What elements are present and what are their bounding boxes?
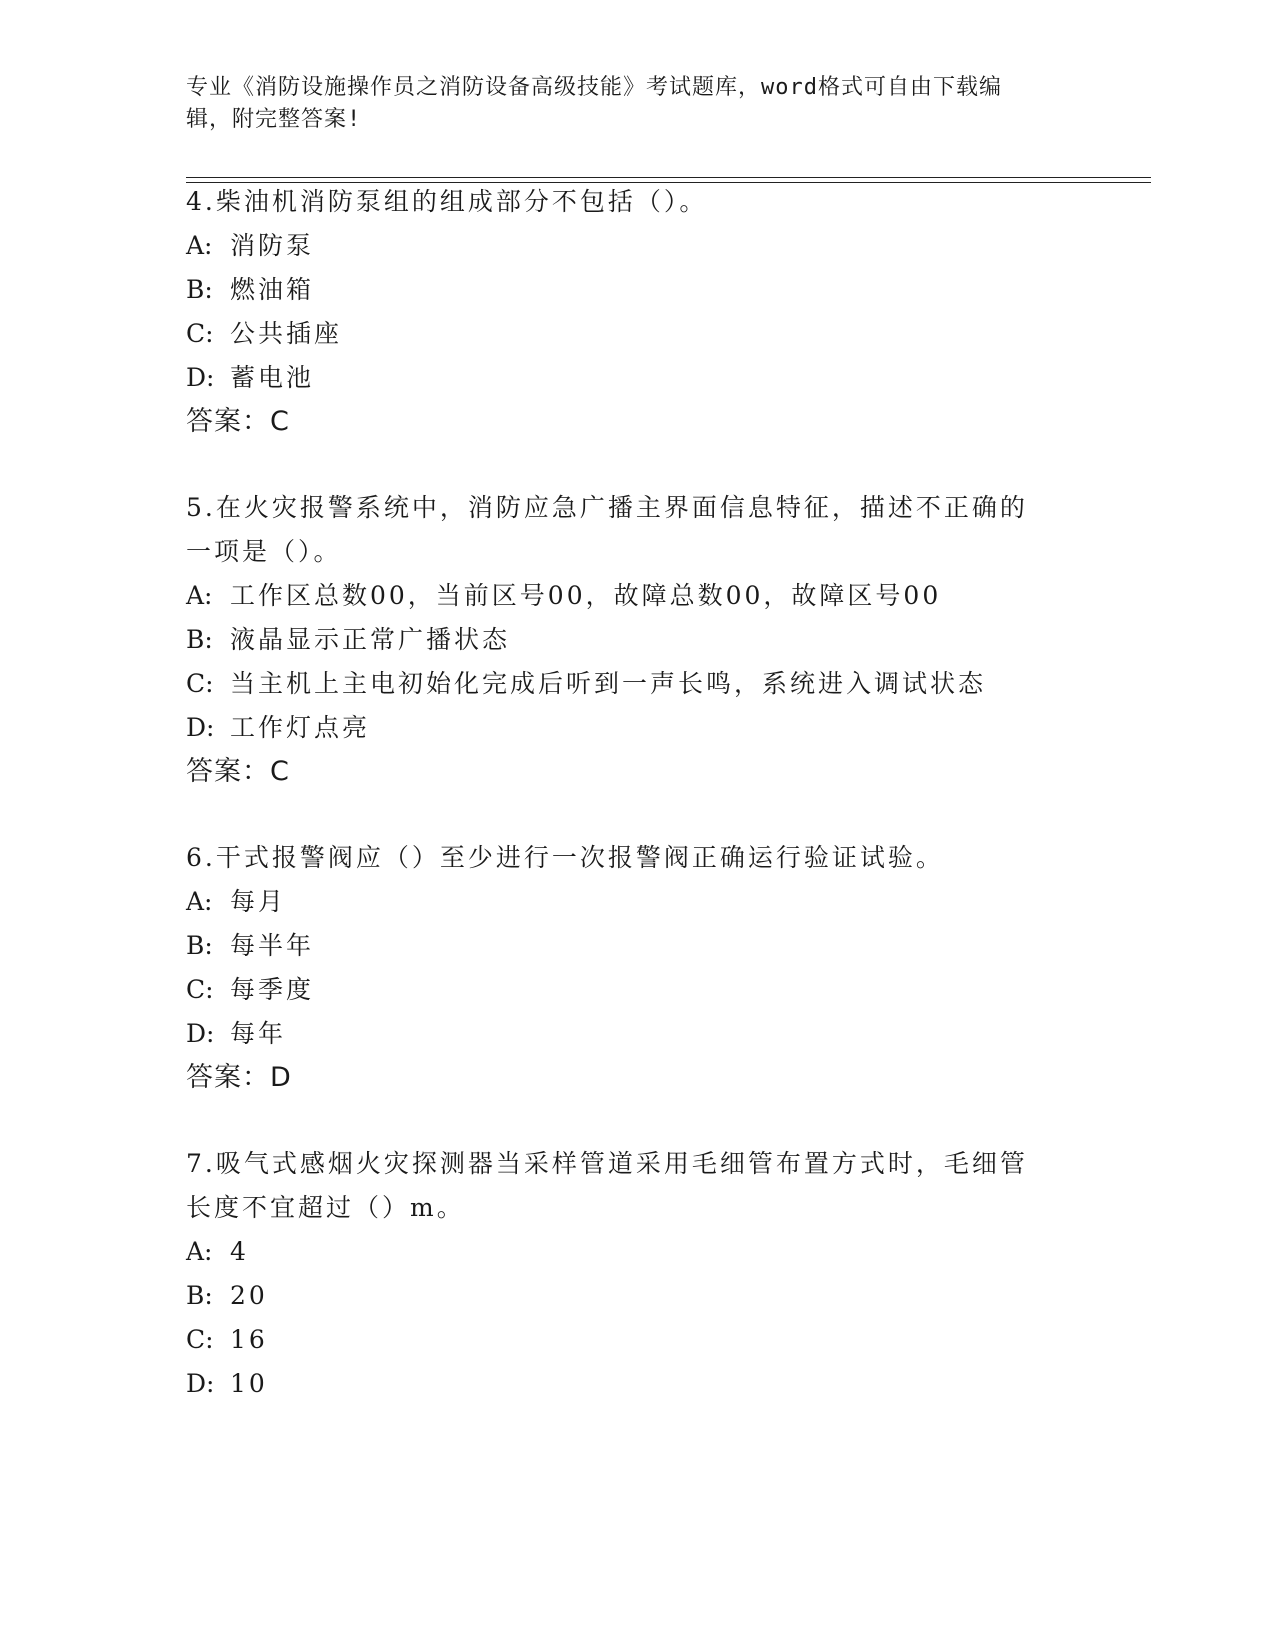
question-7-option-b — [186, 1280, 268, 1312]
option-key: C: — [186, 319, 214, 348]
option-text: 20 — [230, 1281, 268, 1310]
option-text: 每年 — [230, 1019, 287, 1048]
question-5-answer: 答案：C — [186, 756, 290, 787]
header-line-1: 专业《消防设施操作员之消防设备高级技能》考试题库，word格式可自由下载编 — [186, 75, 1002, 100]
option-text: 消防泵 — [230, 231, 315, 260]
option-text: 工作灯点亮 — [230, 713, 371, 742]
question-5-stem-line-2: 一项是（）。 — [186, 537, 342, 566]
question-6-stem: 6.干式报警阀应（）至少进行一次报警阀正确运行验证试验。 — [186, 843, 944, 872]
question-6-option-c — [186, 974, 314, 1006]
option-key: A: — [186, 1237, 213, 1266]
question-5-option-b — [186, 624, 510, 656]
question-4-option-c — [186, 318, 342, 350]
question-5-option-d — [186, 712, 370, 744]
option-key: D: — [186, 1369, 215, 1398]
question-6-option-b — [186, 930, 314, 962]
option-key: D: — [186, 713, 215, 742]
option-key: B: — [186, 275, 213, 304]
question-6-option-d — [186, 1018, 286, 1050]
question-7-stem-line-2: 长度不宜超过（）m。 — [186, 1193, 465, 1222]
question-5-stem-line-1: 5.在火灾报警系统中，消防应急广播主界面信息特征，描述不正确的 — [186, 493, 1028, 522]
document-header — [186, 72, 1066, 136]
option-key: A: — [186, 231, 213, 260]
option-key: D: — [186, 1019, 215, 1048]
option-key: C: — [186, 669, 214, 698]
option-text: 工作区总数00，当前区号00，故障总数00，故障区号00 — [230, 581, 942, 610]
header-line-2: 辑，附完整答案! — [186, 107, 362, 132]
option-text: 燃油箱 — [230, 275, 315, 304]
question-4-stem: 4.柴油机消防泵组的组成部分不包括（）。 — [186, 187, 708, 216]
option-key: C: — [186, 1325, 214, 1354]
option-text: 每月 — [230, 887, 287, 916]
option-key: B: — [186, 625, 213, 654]
question-5-option-c — [186, 668, 986, 700]
question-7-option-c — [186, 1324, 268, 1356]
option-key: B: — [186, 931, 213, 960]
question-4-option-a — [186, 230, 314, 262]
question-7-option-d — [186, 1368, 268, 1400]
option-key: A: — [186, 887, 213, 916]
option-text: 当主机上主电初始化完成后听到一声长鸣，系统进入调试状态 — [230, 669, 987, 698]
option-text: 每半年 — [230, 931, 315, 960]
option-text: 16 — [230, 1325, 268, 1354]
option-key: B: — [186, 1281, 213, 1310]
question-5-option-a — [186, 580, 941, 612]
header-divider-top — [186, 177, 1151, 178]
option-text: 蓄电池 — [230, 363, 315, 392]
question-4-option-d — [186, 362, 314, 394]
option-key: A: — [186, 581, 213, 610]
option-text: 10 — [230, 1369, 268, 1398]
option-key: C: — [186, 975, 214, 1004]
option-text: 4 — [230, 1237, 249, 1266]
question-7-option-a — [186, 1236, 249, 1268]
option-text: 每季度 — [230, 975, 315, 1004]
question-6-answer: 答案：D — [186, 1062, 292, 1093]
question-6-option-a — [186, 886, 286, 918]
header-divider-bottom — [186, 182, 1151, 183]
option-text: 液晶显示正常广播状态 — [230, 625, 511, 654]
question-4-answer: 答案：C — [186, 406, 290, 437]
option-key: D: — [186, 363, 215, 392]
question-7-stem-line-1: 7.吸气式感烟火灾探测器当采样管道采用毛细管布置方式时，毛细管 — [186, 1149, 1028, 1178]
question-4-option-b — [186, 274, 314, 306]
option-text: 公共插座 — [230, 319, 343, 348]
